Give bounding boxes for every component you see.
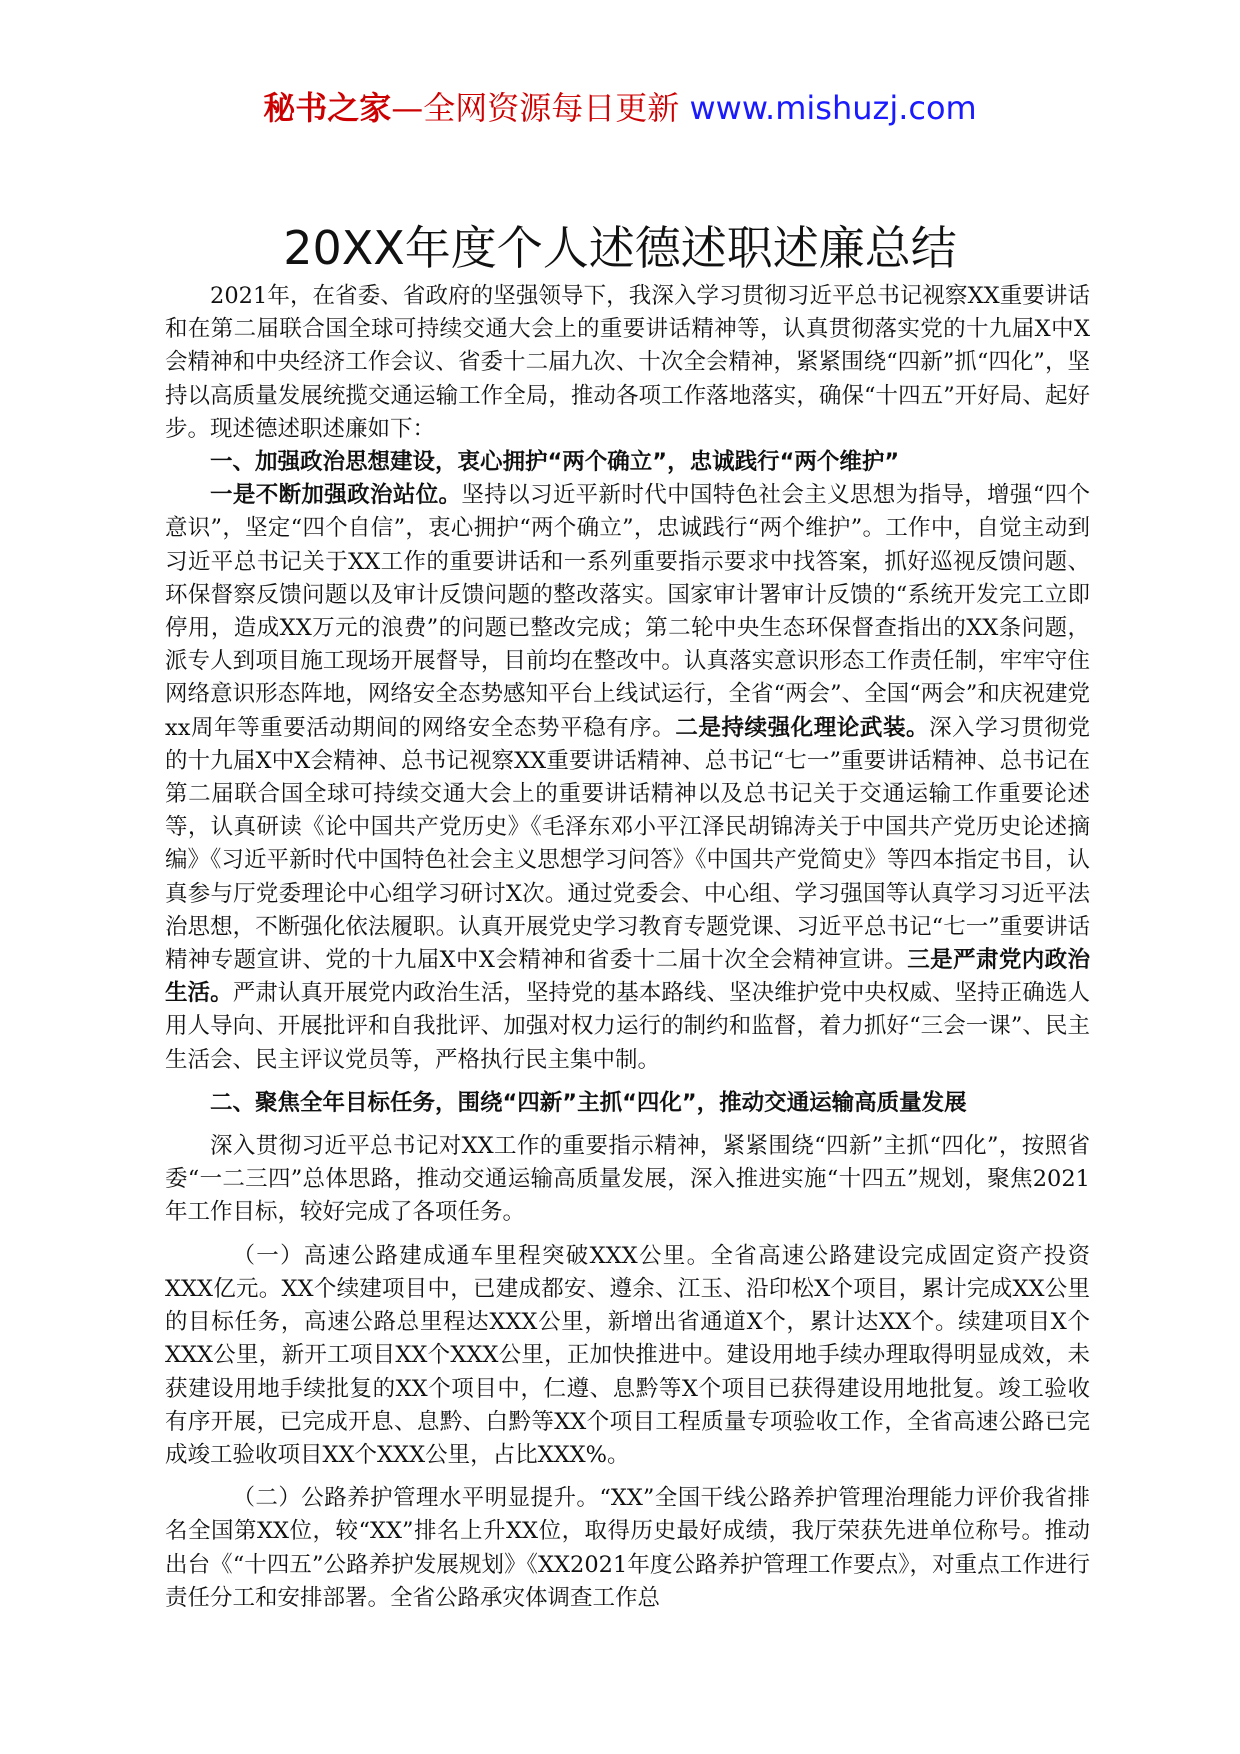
point-2-lead: 二是持续强化理论武装。 [675, 714, 930, 741]
section-2-heading: 二、聚焦全年目标任务，围绕“四新”主抓“四化”，推动交通运输高质量发展 [210, 1089, 967, 1116]
banner-brand: 秘书之家 [263, 89, 392, 127]
intro-paragraph: 2021年，在省委、省政府的坚强领导下，我深入学习贯彻习近平总书记视察XX重要讲话和在第二届联合国全球可持续交通大会上的重要讲话精神等，认真贯彻落实党的十九届X中X会精神和中央经济工作会议、省委十二届九次、十次全会精神，紧紧围绕“四新”抓“四化”，坚持以高质量发展统揽交通运输工作全局，推动各项工作落地落实，确保“十四五”开好局、起好步。现述德述职述廉如下： [165, 283, 1090, 442]
section-2-item-1: （一）高速公路建成通车里程突破XXX公里。全省高速公路建设完成固定资产投资XXX亿元。XX个续建项目中，已建成都安、遵余、江玉、沿印松X个项目，累计完成XX公里的目标任务，高速公路总里程达XXX公里，新增出省通道X个，累计达XX个。续建项目X个XXX公里，新开工项目XX个XXX公里，正加快推进中。建设用地手续办理取得明显成效，未获建设用地手续批复的XX个项目中，仁遵、息黔等X个项目已获得建设用地批复。竣工验收有序开展，已完成开息、息黔、白黔等XX个项目工程质量专项验收工作，全省高速公路已完成竣工验收项目XX个XXX公里，占比XXX%。 [165, 1242, 1090, 1468]
point-3-text: 严肃认真开展党内政治生活，坚持党的基本路线、坚决维护党中央权威、坚持正确选人用人导向、开展批评和自我批评、加强对权力运行的制约和监督，着力抓好“三会一课”、民主生活会、民主评议党员等，严格执行民主集中制。 [165, 980, 1090, 1073]
section-1-paragraph [165, 479, 1090, 1077]
point-3-lead: 三是严肃党内政治生活。 [165, 947, 1090, 1007]
point-1-text: 坚持以习近平新时代中国特色社会主义思想为指导，增强“四个意识”，坚定“四个自信”，衷心拥护“两个确立”，忠诚践行“两个维护”。工作中，自觉主动到习近平总书记关于XX工作的重要讲话和一系列重要指示要求中找答案，抓好巡视反馈问题、环保督察反馈问题以及审计反馈问题的整改落实。国家审计署审计反馈的“系统开发完工立即停用，造成XX万元的浪费”的问题已整改完成；第二轮中央生态环保督查指出的XX条问题，派专人到项目施工现场开展督导，目前均在整改中。认真落实意识形态工作责任制，牢牢守住网络意识形态阵地，网络安全态势感知平台上线试运行，全省“两会”、全国“两会”和庆祝建党xx周年等重要活动期间的网络安全态势平稳有序。 [165, 482, 1090, 741]
section-2-item-2: （二）公路养护管理水平明显提升。“XX”全国干线公路养护管理治理能力评价我省排名全国第XX位，较“XX”排名上升XX位，取得历史最好成绩，我厅荣获先进单位称号。推动出台《“十四五”公路养护发展规划》《XX2021年度公路养护管理工作要点》，对重点工作进行责任分工和安排部署。全省公路承灾体调查工作总 [165, 1485, 1090, 1611]
document-title: 20XX年度个人述德述职述廉总结 [283, 221, 957, 275]
section-2-intro: 深入贯彻习近平总书记对XX工作的重要指示精神，紧紧围绕“四新”主抓“四化”，按照省委“一二三四”总体思路，推动交通运输高质量发展，深入推进实施“十四五”规划，聚焦2021年工作目标，较好完成了各项任务。 [165, 1133, 1090, 1226]
document-body [165, 280, 1090, 1615]
point-2-text: 深入学习贯彻党的十九届X中X会精神、总书记视察XX重要讲话精神、总书记“七一”重要讲话精神、总书记在第二届联合国全球可持续交通大会上的重要讲话精神以及总书记关于交通运输工作重要论述等，认真研读《论中国共产党历史》《毛泽东邓小平江泽民胡锦涛关于中国共产党历史论述摘编》《习近平新时代中国特色社会主义思想学习问答》《中国共产党简史》等四本指定书目，认真参与厅党委理论中心组学习研讨X次。通过党委会、中心组、学习强国等认真学习习近平法治思想，不断强化依法履职。认真开展党史学习教育专题党课、习近平总书记“七一”重要讲话精神专题宣讲、党的十九届X中X会精神和省委十二届十次全会精神宣讲。 [165, 714, 1090, 974]
section-1-heading: 一、加强政治思想建设，衷心拥护“两个确立”，忠诚践行“两个维护” [210, 449, 900, 476]
site-banner [0, 88, 1240, 128]
banner-url[interactable]: www.mishuzj.com [689, 89, 977, 127]
point-1-lead: 一是不断加强政治站位。 [210, 482, 462, 509]
banner-tagline: —全网资源每日更新 [391, 89, 680, 127]
